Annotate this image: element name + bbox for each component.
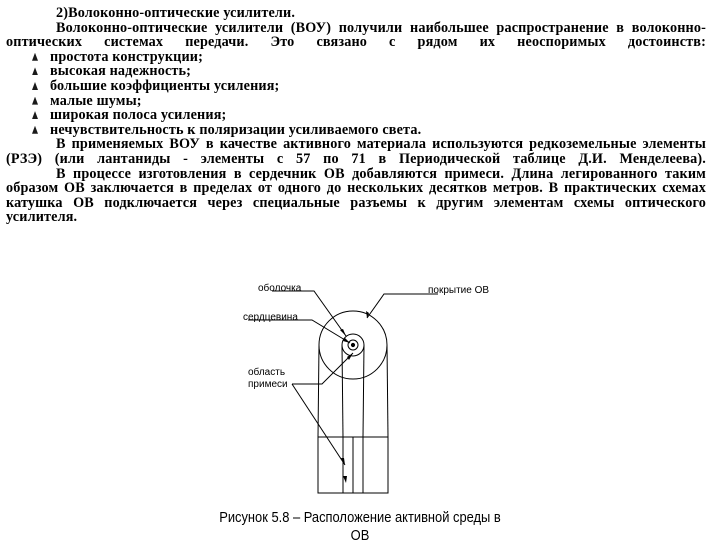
- arrowhead: [347, 353, 353, 360]
- label-coating: покрытие ОВ: [428, 285, 490, 296]
- projection-line: [363, 345, 364, 437]
- list-item-text: нечувствительность к поляризации усиливаемого света.: [50, 121, 422, 138]
- list-item-text: малые шумы;: [50, 92, 142, 109]
- paragraph-intro: Волоконно-оптические усилители (ВОУ) получили наибольшее распространение в волоконно-оптических системах передачи. Это связано с рядом их неоспоримых достоинств:: [6, 19, 706, 51]
- label-dopant-area-1: область: [248, 367, 286, 378]
- arrowhead: [343, 476, 347, 483]
- label-dopant-area-2: примеси: [248, 379, 288, 390]
- list-item-text: простота конструкции;: [50, 48, 203, 65]
- label-core: сердцевина: [243, 312, 298, 323]
- center-dot: [351, 343, 354, 346]
- leader-core: [248, 320, 350, 343]
- list-item-text: высокая надежность;: [50, 63, 192, 80]
- list-item-text: широкая полоса усиления;: [50, 107, 227, 124]
- projection-line: [342, 345, 343, 437]
- paragraph-rare-earth: В применяемых ВОУ в качестве активного материала используются редкоземельные элементы (РЗЭ) (или лантаниды - элементы с 57 по 71 в Периодической таблице Д.И. Менделеева).: [6, 136, 706, 167]
- paragraph-doping: В процессе изготовления в сердечник ОВ добавляются примеси. Длина легированного таким образом ОВ заключается в пределах от одного до нескольких десятков метров. В практических схемах катушка ОВ подключается через специальные разъемы к другим элементам схемы оптического усилителя.: [6, 165, 706, 226]
- figure-caption: Рисунок 5.8 – Расположение активной среды в ОВ: [219, 509, 501, 544]
- section-heading: 2)Волоконно-оптические усилители.: [56, 5, 296, 21]
- label-cladding: оболочка: [258, 283, 302, 294]
- leader-dopant: [292, 353, 353, 384]
- projection-line: [387, 345, 388, 437]
- list-item-text: большие коэффициенты усиления;: [50, 77, 280, 94]
- leader-coating: [367, 294, 438, 318]
- arrowhead: [340, 329, 346, 336]
